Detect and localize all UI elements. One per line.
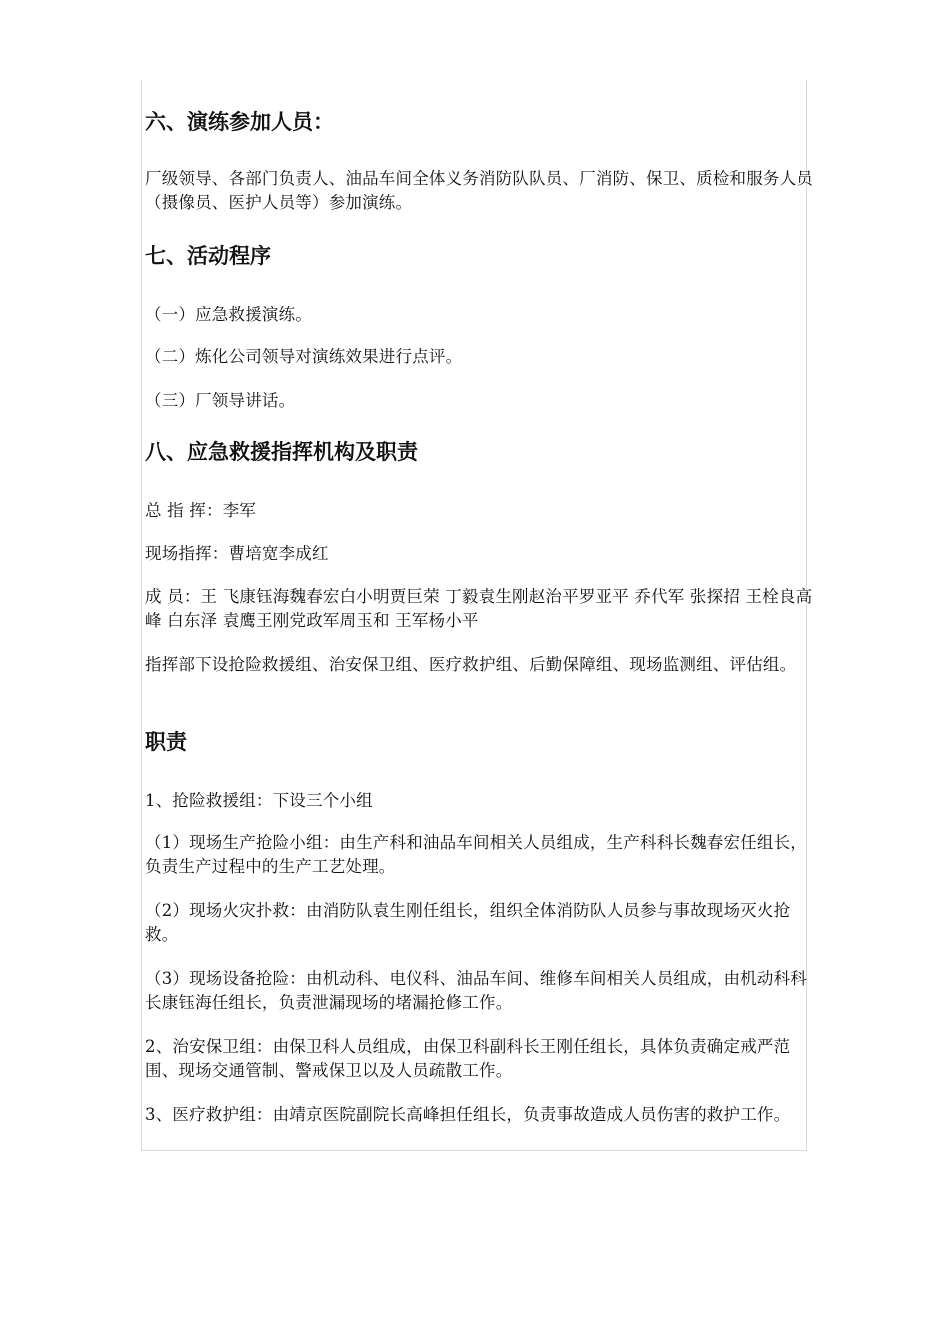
duty-item: （3）现场设备抢险：由机动科、电仪科、油品车间、维修车间相关人员组成，由机动科科长康钰海任组长，负责泄漏现场的堵漏抢修工作。: [145, 969, 807, 1012]
section-six-text: 厂级领导、各部门负责人、油品车间全体义务消防队队员、厂消防、保卫、质检和服务人员（摄像员、医护人员等）参加演练。: [145, 169, 813, 212]
duty-item: 1、抢险救援组：下设三个小组: [145, 791, 373, 810]
procedure-item-3: （三）厂领导讲话。: [145, 391, 296, 410]
procedure-item-2: （二）炼化公司领导对演练效果进行点评。: [145, 347, 463, 366]
duty-item: （1）现场生产抢险小组：由生产科和油品车间相关人员组成，生产科科长魏春宏任组长，负责生产过程中的生产工艺处理。: [145, 833, 807, 876]
commander-line: 总 指 挥：李军: [145, 501, 257, 520]
duty-item: 3、医疗救护组：由靖京医院副院长高峰担任组长，负责事故造成人员伤害的救护工作。: [145, 1105, 791, 1124]
field-commander-line: 现场指挥：曹培宽李成红: [145, 544, 329, 563]
groups-line: 指挥部下设抢险救援组、治安保卫组、医疗救护组、后勤保障组、现场监测组、评估组。: [145, 655, 797, 674]
section-seven-heading: 七、活动程序: [145, 244, 271, 268]
duty-item: （2）现场火灾扑救：由消防队袁生刚任组长，组织全体消防队人员参与事故现场灭火抢救。: [145, 901, 791, 944]
procedure-item-1: （一）应急救援演练。: [145, 305, 312, 324]
duties-heading: 职责: [145, 730, 187, 754]
section-six-heading: 六、演练参加人员：: [145, 110, 334, 134]
members-line: 成 员：王 飞康钰海魏春宏白小明贾巨荣 丁毅袁生刚赵治平罗亚平 乔代军 张探招 王栓良高峰 白东泽 袁鹰王刚党政军周玉和 王军杨小平: [145, 587, 813, 630]
section-eight-heading: 八、应急救援指挥机构及职责: [145, 440, 418, 464]
duty-item: 2、治安保卫组：由保卫科人员组成，由保卫科副科长王刚任组长，具体负责确定戒严范围、现场交通管制、警戒保卫以及人员疏散工作。: [145, 1037, 791, 1080]
